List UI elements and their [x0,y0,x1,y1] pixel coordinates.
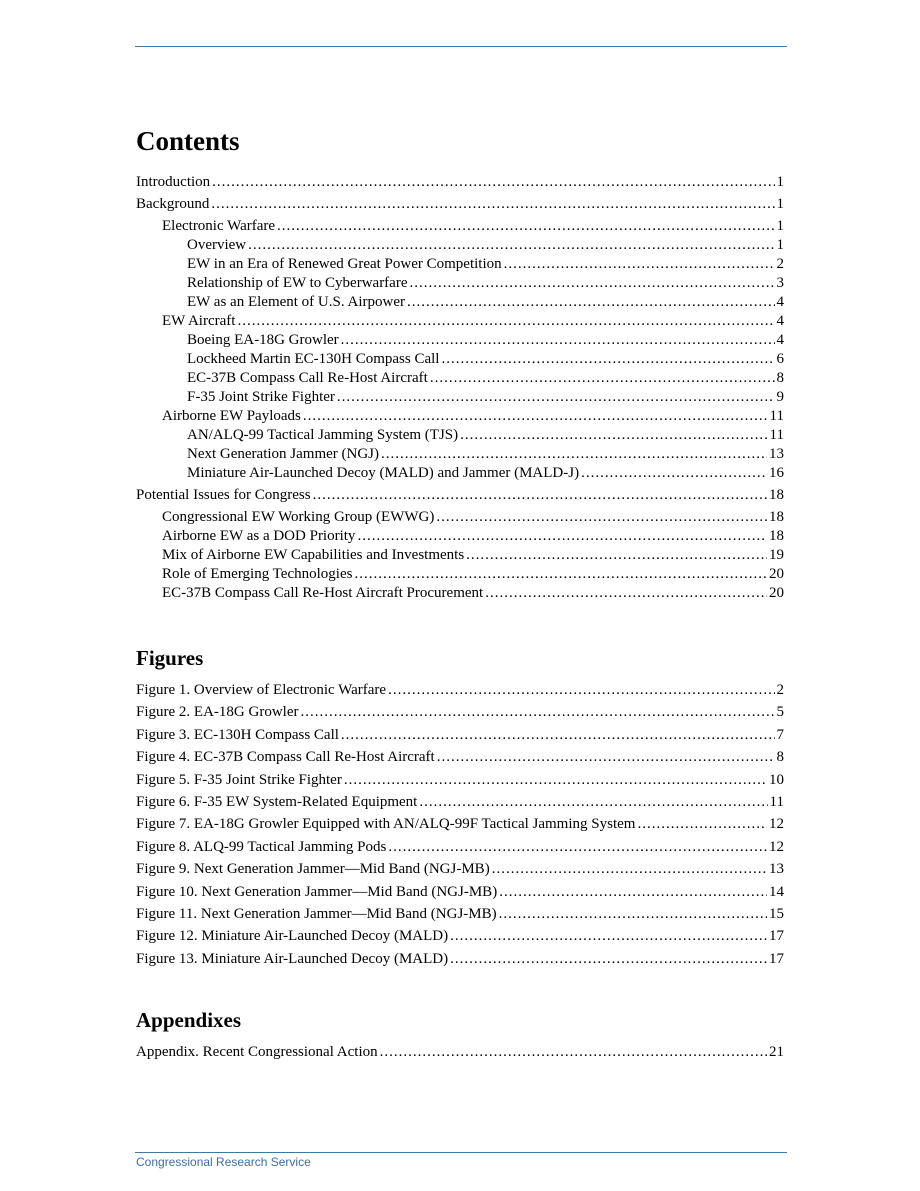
figure-entry[interactable] [136,813,784,835]
toc-entry-page: 1 [776,237,784,253]
toc-entry-title: Overview [187,237,247,253]
toc-entry[interactable] [136,565,784,584]
toc-entry-title: Background [136,196,210,212]
toc-entry-title: Introduction [136,174,211,190]
toc-entry[interactable] [136,255,784,274]
toc-entry-title: Role of Emerging Technologies [162,566,353,582]
figure-entry-page: 17 [769,950,784,967]
figure-entry[interactable] [136,791,784,813]
leader-dots [504,255,775,274]
toc-entry-page: 20 [769,566,784,582]
figure-entry-title: Figure 1. Overview of Electronic Warfare [136,682,387,698]
figure-entry[interactable] [136,925,784,947]
figure-entry-page: 10 [769,771,784,788]
toc-entry[interactable] [136,527,784,546]
toc-entry[interactable] [136,464,784,483]
toc-entry[interactable] [136,217,784,236]
figure-entry[interactable] [136,881,784,903]
toc-entry-page: 18 [769,509,784,525]
toc-entry-title: Next Generation Jammer (NGJ) [187,446,380,462]
toc-entry-page: 8 [776,370,784,386]
leader-dots [388,836,767,858]
figures-heading: Figures [136,646,204,670]
toc-entry-page: 18 [769,487,784,503]
leader-dots [441,350,774,369]
leader-dots [344,769,767,791]
figure-entry-title: Figure 4. EC-37B Compass Call Re-Host Aircraft [136,749,435,766]
appendix-entry[interactable] [136,1041,784,1063]
appendixes-section [136,1008,784,1063]
leader-dots [436,508,767,527]
footer-text: Congressional Research Service [136,1155,311,1169]
figure-entry[interactable] [136,746,784,768]
footer-rule [135,1152,787,1153]
toc-entry-page: 1 [776,174,784,190]
toc-entry-title: Miniature Air-Launched Decoy (MALD) and Jammer (MALD-J) [187,465,580,481]
leader-dots [637,813,767,835]
figure-entry[interactable] [136,858,784,880]
leader-dots [248,236,774,255]
toc-entry-page: 11 [769,427,784,443]
figure-entry-title: Figure 2. EA-18G Growler [136,704,299,721]
toc-entry-page: 3 [776,275,784,291]
appendix-entry-page: 21 [769,1044,784,1060]
toc-entry-page: 1 [776,196,784,212]
leader-dots [313,486,767,505]
figure-entry-title: Figure 7. EA-18G Growler Equipped with AN/ALQ-99F Tactical Jamming System [136,816,636,833]
toc-entry[interactable] [136,584,784,603]
toc-entry-title: EW Aircraft [162,313,236,329]
leader-dots [337,388,775,407]
figure-entry[interactable] [136,701,784,723]
figure-entry-page: 8 [776,749,784,766]
toc-entry-page: 4 [776,313,784,329]
contents-heading: Contents [136,126,240,156]
toc-entry-title: Mix of Airborne EW Capabilities and Investments [162,547,465,563]
figure-entry[interactable] [136,948,784,970]
toc-entry-title: AN/ALQ-99 Tactical Jamming System (TJS) [187,427,459,443]
contents-section [136,126,784,603]
toc-entry[interactable] [136,546,784,565]
toc-entry-title: Boeing EA-18G Growler [187,332,339,348]
toc-entry-title: Congressional EW Working Group (EWWG) [162,509,435,525]
toc-entry-page: 4 [776,294,784,310]
toc-entry-page: 9 [776,389,784,405]
figure-entry-page: 13 [769,861,784,878]
toc-entry-title: F-35 Joint Strike Fighter [187,389,335,405]
figure-entry-page: 2 [776,682,784,698]
leader-dots [581,464,767,483]
toc-entry[interactable] [136,369,784,388]
toc-entry[interactable] [136,274,784,293]
leader-dots [277,217,774,236]
leader-dots [419,791,767,813]
leader-dots [380,1041,767,1063]
leader-dots [341,724,775,746]
figure-entry-title: Figure 6. F-35 EW System-Related Equipment [136,794,418,811]
figure-entry-title: Figure 8. ALQ-99 Tactical Jamming Pods [136,838,387,855]
toc-entry-title: EW in an Era of Renewed Great Power Competition [187,256,502,272]
figure-entry-title: Figure 10. Next Generation Jammer—Mid Band (NGJ-MB) [136,883,498,900]
leader-dots [485,584,767,603]
toc-entry-page: 20 [769,585,784,601]
figure-entry[interactable] [136,724,784,746]
leader-dots [450,948,767,970]
toc-entry-title: EC-37B Compass Call Re-Host Aircraft [187,370,428,386]
leader-dots [499,903,767,925]
figure-entry-title: Figure 3. EC-130H Compass Call [136,726,339,743]
toc-entry-page: 19 [769,547,784,563]
toc-entry-title: Airborne EW Payloads [162,408,301,424]
toc-entry-page: 2 [776,256,784,272]
leader-dots [450,925,767,947]
figure-entry-page: 14 [769,883,784,900]
figure-entry[interactable] [136,769,784,791]
toc-entry-title: Airborne EW as a DOD Priority [162,528,356,544]
figure-entry[interactable] [136,903,784,925]
toc-entry-page: 18 [769,528,784,544]
toc-entry-page: 4 [776,332,784,348]
figure-entry[interactable] [136,679,784,701]
figure-entry-page: 12 [769,838,784,855]
toc-entry[interactable] [136,236,784,255]
toc-entry[interactable] [136,312,784,331]
toc-entry-title: EC-37B Compass Call Re-Host Aircraft Procurement [162,585,484,601]
toc-entry[interactable] [136,486,784,505]
leader-dots [492,858,767,880]
toc-entry[interactable] [136,388,784,407]
leader-dots [410,274,775,293]
figure-entry-page: 7 [776,726,784,743]
toc-entry[interactable] [136,195,784,214]
toc-entry[interactable] [136,407,784,426]
leader-dots [303,407,768,426]
toc-entry[interactable] [136,426,784,445]
figure-entry-title: Figure 5. F-35 Joint Strike Fighter [136,771,342,788]
leader-dots [357,527,767,546]
toc-entry-title: Potential Issues for Congress [136,487,311,503]
figure-entry-page: 11 [769,794,784,811]
appendixes-heading: Appendixes [136,1008,242,1032]
leader-dots [237,312,774,331]
figures-section [136,646,784,970]
leader-dots [211,195,774,214]
toc-entry[interactable] [136,173,784,192]
leader-dots [388,679,774,701]
leader-dots [212,173,774,192]
figure-entry-page: 17 [769,928,784,945]
leader-dots [466,546,767,565]
leader-dots [430,369,775,388]
toc-entry[interactable] [136,445,784,464]
leader-dots [499,881,767,903]
figure-entry-title: Figure 12. Miniature Air-Launched Decoy (MALD) [136,928,449,945]
header-rule [135,46,787,47]
figure-entry[interactable] [136,836,784,858]
figure-entry-title: Figure 9. Next Generation Jammer—Mid Band (NGJ-MB) [136,861,490,878]
toc-entry-page: 16 [769,465,784,481]
figure-entry-title: Figure 11. Next Generation Jammer—Mid Band (NGJ-MB) [136,906,497,923]
appendix-entry-title: Appendix. Recent Congressional Action [136,1044,378,1060]
toc-entry-title: Electronic Warfare [162,218,276,234]
toc-entry-page: 6 [776,351,784,367]
leader-dots [341,331,775,350]
figure-entry-page: 15 [769,906,784,923]
leader-dots [437,746,775,768]
leader-dots [300,701,774,723]
toc-entry[interactable] [136,293,784,312]
leader-dots [407,293,774,312]
leader-dots [460,426,767,445]
leader-dots [381,445,767,464]
toc-entry-title: EW as an Element of U.S. Airpower [187,294,406,310]
toc-entry-page: 11 [769,408,784,424]
figure-entry-title: Figure 13. Miniature Air-Launched Decoy (MALD) [136,950,449,967]
toc-entry[interactable] [136,331,784,350]
toc-entry-page: 13 [769,446,784,462]
toc-entry-page: 1 [776,218,784,234]
figure-entry-page: 12 [769,816,784,833]
leader-dots [354,565,767,584]
toc-entry[interactable] [136,508,784,527]
toc-entry-title: Lockheed Martin EC-130H Compass Call [187,351,440,367]
toc-entry-title: Relationship of EW to Cyberwarfare [187,275,408,291]
figure-entry-page: 5 [776,704,784,721]
toc-entry[interactable] [136,350,784,369]
